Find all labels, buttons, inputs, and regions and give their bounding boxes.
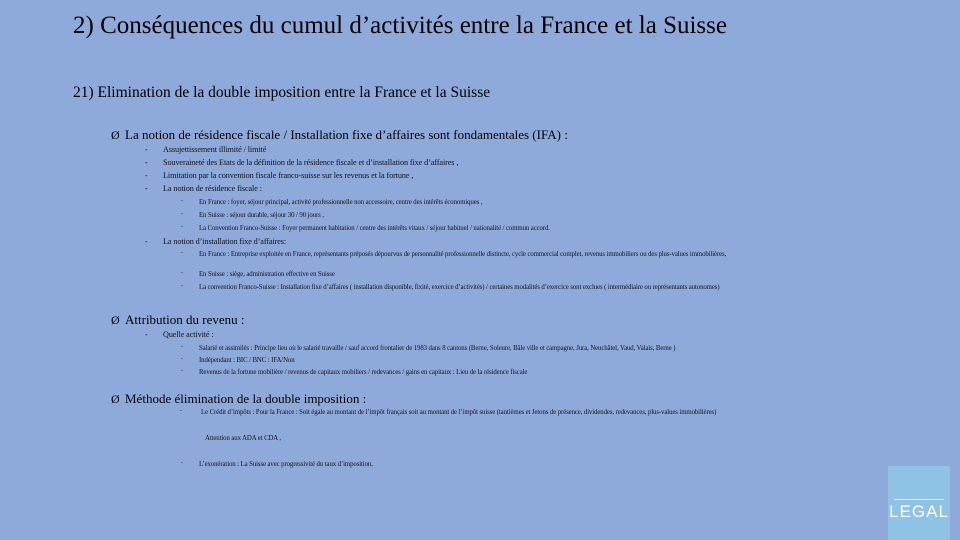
section-heading-text: Attribution du revenu : [125,312,245,327]
sub-list-item: La convention Franco-Suisse : Installation fixe d’affaires ( installation disponible, fixité, exercice d’activités) / certaines modalités d’exercice sont exclues ( intermédiaire ou représentants autonomes) [199,284,720,291]
exoneration-text: L’exonération : La Suisse avec progressivité du taux d’imposition, [199,461,373,468]
dash-bullet: - [145,184,148,193]
sub-list-item: Revenus de la fortune mobilière / revenus de capitaux mobiliers / redevances / gains en capitaux : Lieu de la résidence fiscale [199,369,528,376]
attention-text: Attention aux ADA et CDA , [205,435,281,442]
section-residence-heading [111,127,568,143]
credit-text: Le Crédit d’impôts : Pour la France : Soit égale au montant de l’impôt français soit au montant de l’impôt suisse (tantièmes et Jetons de présence, dividendes, redevances, plus-values immobilières) [201,409,717,416]
sub-list-item: La Convention Franco-Suisse : Foyer permanent habitation / centre des intérêts vitaux / séjour habituel / nationalité / commun accord. [199,225,550,232]
dash-bullet: - [145,330,148,339]
dash-bullet: - [181,270,183,276]
slide-subtitle: 21) Elimination de la double imposition entre la France et la Suisse [73,84,491,101]
list-item: La notion d’installation fixe d’affaires: [163,237,287,246]
sub-list-item: En Suisse : séjour durable, séjour 30 / 90 jours , [199,212,324,219]
dash-bullet: - [145,237,148,246]
list-item: La notion de résidence fiscale : [163,184,262,193]
dash-bullet: - [181,368,183,374]
legal-logo [888,466,950,540]
list-item: Quelle activité : [163,330,214,339]
section-heading-text: Méthode élimination de la double imposition : [125,391,367,406]
dash-bullet: - [180,408,182,414]
sub-list-item: Salarié et assimilés : Principe lieu où le salarié travaille / sauf accord frontalier de 1983 dans 8 cantons (Berne, Soleure, Bâle ville et campagne, Jura, Neuchâtel, Vaud, Valais, Berne ) [199,345,676,352]
list-item: Souveraineté des Etats de la définition de la résidence fiscale et d’installation fixe d’affaires , [163,158,459,167]
dash-bullet: - [181,356,183,362]
dash-bullet: - [181,198,183,204]
sub-list-item: En Suisse : siège, administration effective en Suisse [199,271,335,278]
dash-bullet: - [145,145,148,154]
dash-bullet: - [145,158,148,167]
arrow-bullet-icon: Ø [111,313,120,327]
logo-text: LEGAL [889,502,949,521]
dash-bullet: - [181,344,183,350]
sub-list-item: En France : foyer, séjour principal, activité professionnelle non accessoire, centre des intérêts économiques , [199,199,483,206]
dash-bullet: - [181,211,183,217]
sub-list-item: Indépendant : BIC / BNC : IFA/Non [199,357,295,364]
arrow-bullet-icon: Ø [111,128,120,142]
section-attribution-heading [111,312,245,328]
dash-bullet: - [181,283,183,289]
slide-title: 2) Conséquences du cumul d’activités entre la France et la Suisse [73,12,727,39]
list-item: Assujettissement illimité / limité [163,145,267,154]
sub-list-item: En France : Entreprise exploitée en France, représentants préposés dépourvus de personnalité professionnelle distincte, cycle commercial complet, revenus immobiliers ou des plus-values immobilières, [199,251,727,258]
dash-bullet: - [145,171,148,180]
dash-bullet: - [181,460,183,466]
section-heading-text: La notion de résidence fiscale / Installation fixe d’affaires sont fondamentales (IFA) : [125,127,568,142]
logo-divider [894,499,944,500]
arrow-bullet-icon: Ø [111,392,120,406]
section-method-heading [111,391,366,407]
list-item: Limitation par la convention fiscale franco-suisse sur les revenus et la fortune , [163,171,414,180]
dash-bullet: - [181,250,183,256]
dash-bullet: - [181,224,183,230]
